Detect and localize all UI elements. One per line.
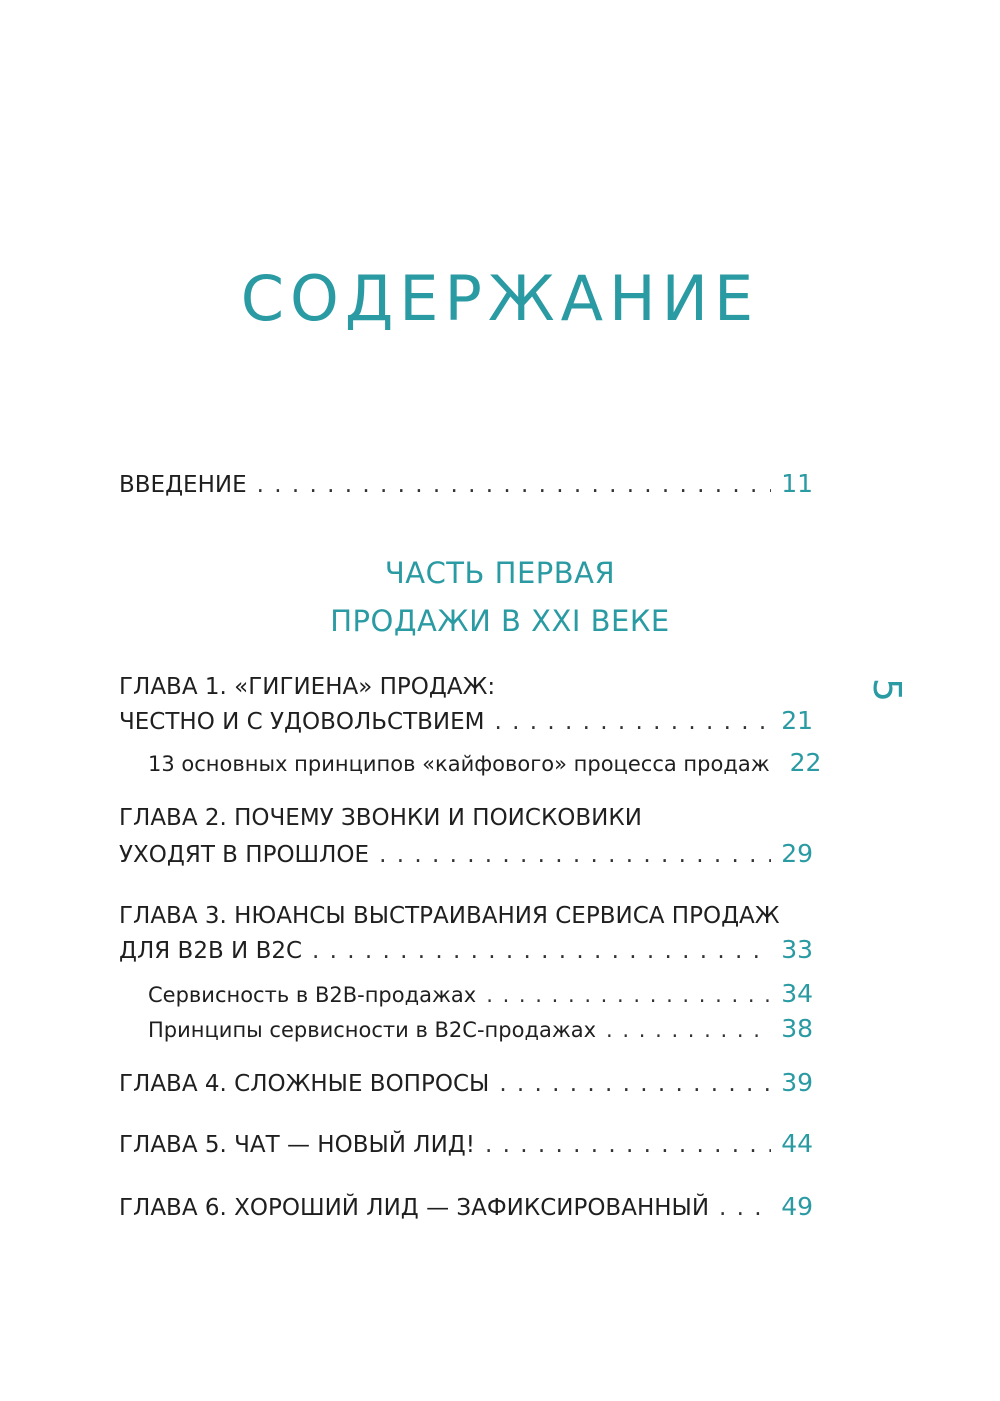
toc-chapter-3[interactable]: [119, 934, 813, 966]
dot-leader: [257, 469, 772, 501]
dot-leader: [312, 935, 771, 967]
toc-entry-page: 29: [781, 839, 813, 868]
toc-entry-page: 44: [781, 1129, 813, 1158]
toc-entry-label: ЧЕСТНО И С УДОВОЛЬСТВИЕМ: [119, 709, 485, 735]
toc-chapter-2-title[interactable]: ГЛАВА 2. ПОЧЕМУ ЗВОНКИ И ПОИСКОВИКИ: [119, 805, 642, 831]
dot-leader: [486, 979, 771, 1011]
toc-entry-page: 38: [781, 1014, 813, 1043]
toc-entry-page: 11: [781, 469, 813, 498]
dot-leader: [485, 1129, 771, 1161]
toc-entry-label: Сервисность в B2B-продажах: [148, 983, 477, 1007]
toc-entry-label: 13 основных принципов «кайфового» процесса продаж: [148, 752, 770, 776]
toc-entry-label: ВВЕДЕНИЕ: [119, 472, 247, 498]
toc-entry-intro[interactable]: [119, 468, 813, 500]
toc-chapter-5[interactable]: [119, 1128, 813, 1160]
toc-entry-page: 21: [781, 706, 813, 735]
toc-chapter-4[interactable]: [119, 1067, 813, 1099]
page-title: СОДЕРЖАНИЕ: [240, 262, 760, 335]
toc-chapter-1-title[interactable]: ГЛАВА 1. «ГИГИЕНА» ПРОДАЖ:: [119, 674, 496, 700]
toc-entry-label: ДЛЯ B2B И B2C: [119, 938, 303, 964]
toc-entry-label: ГЛАВА 4. СЛОЖНЫЕ ВОПРОСЫ: [119, 1071, 490, 1097]
toc-entry-label: ГЛАВА 6. ХОРОШИЙ ЛИД — ЗАФИКСИРОВАННЫЙ: [119, 1195, 710, 1221]
dot-leader: [719, 1192, 771, 1224]
toc-entry-label: УХОДЯТ В ПРОШЛОЕ: [119, 842, 370, 868]
toc-entry-page: 22: [789, 748, 822, 777]
dot-leader: [606, 1014, 771, 1046]
toc-entry-page: 33: [781, 935, 813, 964]
part-heading-line1: ЧАСТЬ ПЕРВАЯ: [384, 556, 616, 590]
toc-chapter-3-title[interactable]: ГЛАВА 3. НЮАНСЫ ВЫСТРАИВАНИЯ СЕРВИСА ПРОДАЖ: [119, 903, 780, 929]
toc-subentry-3-1[interactable]: [148, 978, 813, 1010]
toc-chapter-1[interactable]: [119, 705, 813, 737]
toc-entry-label: Принципы сервисности в B2C-продажах: [148, 1018, 597, 1042]
toc-subentry-3-2[interactable]: [148, 1013, 813, 1045]
page-number: 5: [865, 677, 909, 703]
toc-entry-label: ГЛАВА 5. ЧАТ — НОВЫЙ ЛИД!: [119, 1132, 475, 1158]
toc-chapter-2[interactable]: [119, 838, 813, 870]
toc-entry-page: 49: [781, 1192, 813, 1221]
toc-chapter-6[interactable]: [119, 1191, 813, 1223]
toc-entry-page: 34: [781, 979, 813, 1008]
dot-leader: [495, 706, 772, 738]
toc-subentry-1-1[interactable]: [148, 747, 822, 779]
dot-leader: [379, 839, 771, 871]
toc-entry-page: 39: [781, 1068, 813, 1097]
dot-leader: [499, 1068, 771, 1100]
part-heading-line2: ПРОДАЖИ В XXI ВЕКЕ: [330, 604, 670, 638]
